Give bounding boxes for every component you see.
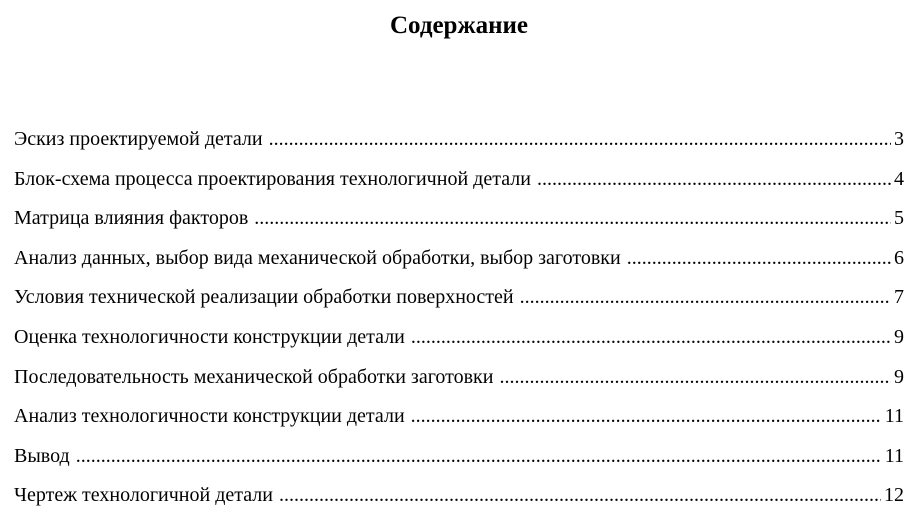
dot-leader: [520, 282, 891, 312]
toc-entry: [14, 441, 904, 481]
table-of-contents: [14, 124, 904, 520]
toc-entry: [14, 164, 904, 204]
dot-leader: [537, 164, 891, 194]
toc-entry-page-number: 9: [894, 365, 904, 388]
toc-entry: [14, 480, 904, 520]
toc-entry-label: Чертеж технологичной детали: [14, 484, 273, 507]
toc-entry-page-number: 11: [884, 405, 904, 428]
toc-entry: [14, 203, 904, 243]
toc-entry-label: Оценка технологичности конструкции детали: [14, 325, 405, 348]
toc-entry-label: Анализ данных, выбор вида механической обработки, выбор заготовки: [14, 246, 621, 269]
dot-leader: [279, 480, 881, 510]
toc-entry-page-number: 4: [894, 167, 904, 190]
toc-entry: [14, 282, 904, 322]
toc-entry-page-number: 3: [894, 128, 904, 150]
toc-entry-page-number: 6: [894, 246, 904, 269]
dot-leader: [627, 243, 891, 273]
toc-entry-page-number: 11: [884, 444, 904, 467]
toc-entry: [14, 401, 904, 441]
toc-entry-label: Вывод: [14, 444, 70, 467]
dot-leader: [76, 441, 882, 471]
toc-entry-label: Последовательность механической обработки заготовки: [14, 365, 494, 388]
dot-leader: [254, 203, 891, 233]
toc-entry-page-number: 7: [894, 286, 904, 309]
toc-entry-page-number: 12: [884, 484, 904, 507]
dot-leader: [411, 322, 891, 352]
toc-entry-page-number: 5: [894, 207, 904, 230]
toc-entry-page-number: 9: [894, 325, 904, 348]
toc-entry-label: Условия технической реализации обработки поверхностей: [14, 286, 514, 309]
toc-entry-label: Блок-схема процесса проектирования технологичной детали: [14, 167, 531, 190]
toc-entry: [14, 322, 904, 362]
dot-leader: [499, 362, 891, 392]
toc-entry-label: Анализ технологичности конструкции детали: [14, 405, 405, 428]
page-title: Содержание: [389, 12, 528, 39]
dot-leader: [411, 401, 882, 431]
toc-entry-label: Матрица влияния факторов: [14, 207, 249, 230]
toc-entry: [14, 362, 904, 402]
toc-entry-label: Эскиз проектируемой детали: [14, 128, 263, 150]
dot-leader: [269, 124, 891, 154]
toc-entry: [14, 124, 904, 164]
toc-entry: [14, 243, 904, 283]
